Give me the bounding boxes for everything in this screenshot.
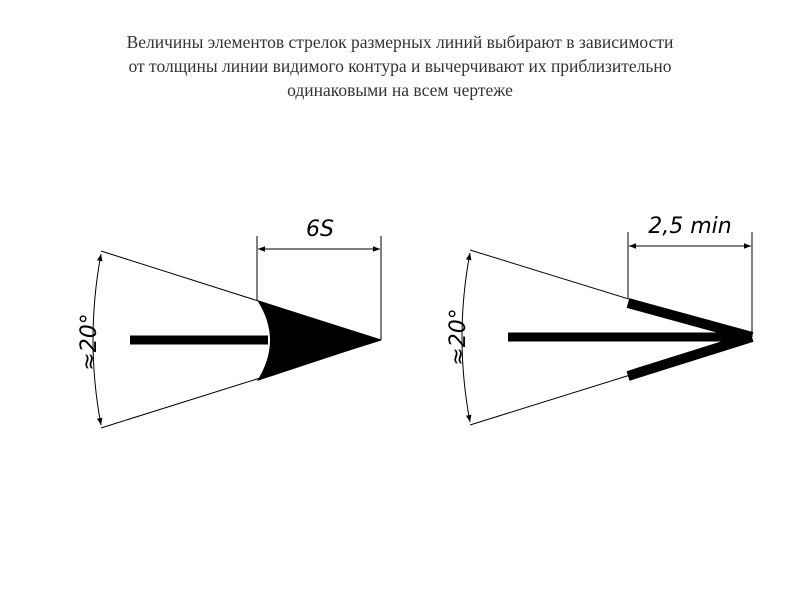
arrowhead-barb-lower <box>628 337 752 376</box>
filled-arrow-diagram <box>77 217 381 428</box>
caption-line-3: одинаковыми на всем чертеже <box>287 80 513 100</box>
filled-arrowhead <box>257 300 381 381</box>
length-label: 6S <box>306 217 334 242</box>
angle-label: ≈20° <box>446 308 471 366</box>
caption-line-1: Величины элементов стрелок размерных линий выбирают в зависимости <box>126 32 674 52</box>
caption-line-2: от толщины линии видимого контура и вычерчивают их приблизительно <box>128 56 672 76</box>
open-arrow-diagram <box>446 214 752 425</box>
angle-label: ≈20° <box>77 313 102 371</box>
length-label: 2,5 min <box>648 214 732 239</box>
arrowhead-barb-upper <box>628 303 752 337</box>
